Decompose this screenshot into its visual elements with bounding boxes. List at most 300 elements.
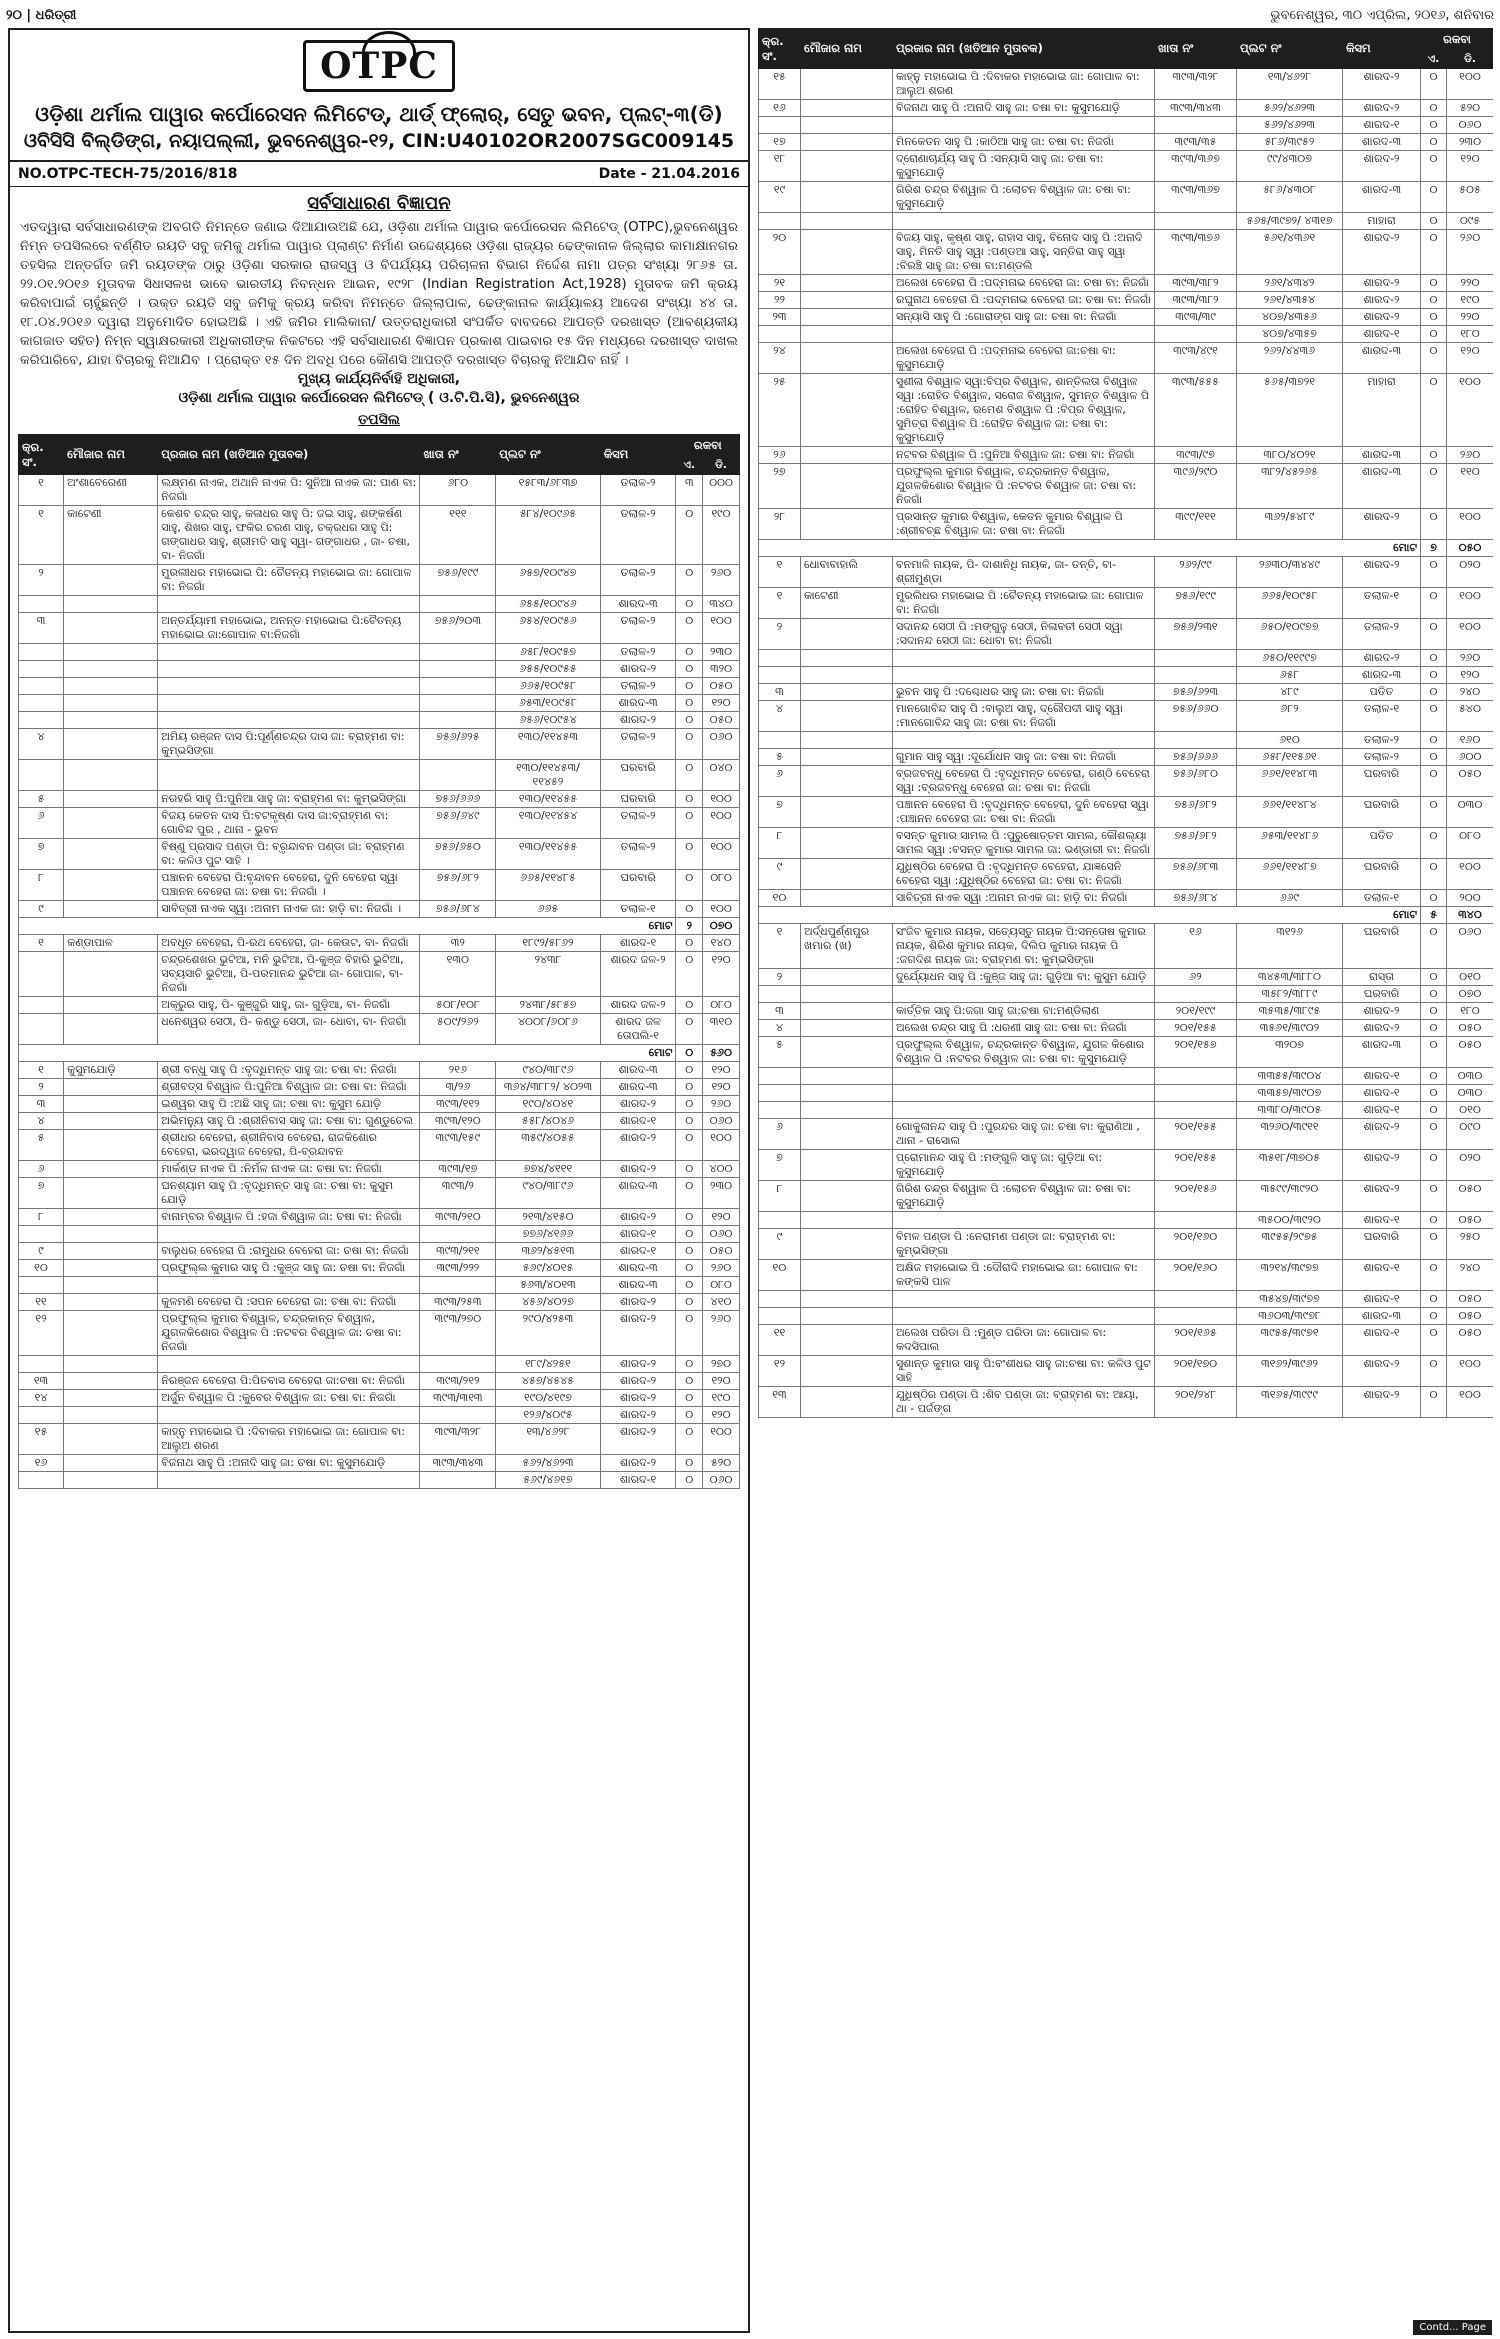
area-acre-cell: ୦: [1421, 1119, 1447, 1150]
serial-cell: ୫: [759, 1037, 801, 1068]
mouza-cell: [801, 1150, 893, 1181]
serial-cell: ୧୨: [19, 1311, 64, 1356]
kisam-cell: ଘରବାରି: [600, 760, 676, 791]
table-row: [759, 1003, 1494, 1020]
owner-cell: ପ୍ରସାନ୍ତ କୁମାର ବିଶ୍ୱାଳ, କେତନ କୁମାର ବିଶ୍ୱାଳ ପି :ଶ୍ରୀବଚ୍ଛ ବିଶ୍ୱାଳ ଜା: ଚଷା ବା: ନିଜଗାଁ: [893, 509, 1155, 540]
mouza-cell: [801, 1229, 893, 1260]
kisam-cell: ଶାରଦ-୩: [1343, 1308, 1421, 1325]
kisam-cell: ଶାରଦ-୧: [1343, 1102, 1421, 1119]
mouza-cell: [801, 1003, 893, 1020]
plot-cell: ୫୬୫/୩୭୨୧: [1237, 374, 1343, 447]
kisam-cell: ଘରବାରି: [600, 870, 676, 901]
plot-cell: ୬୫୦/୧୧୯୯୭: [1237, 650, 1343, 667]
area-acre-cell: ୦: [676, 870, 703, 901]
plot-cell: ୩୫୪୭/୩୯୭୭: [1237, 1291, 1343, 1308]
mouza-cell: [801, 1212, 893, 1229]
owner-cell: [893, 1102, 1155, 1119]
khata-cell: [1155, 1291, 1237, 1308]
table-row: [759, 275, 1494, 292]
owner-cell: ଯୁଧିଷ୍ଠିର ପଣ୍ଡା ପି :ଶିବ ପଣ୍ଡା ଜା: ବ୍ରାହ୍ମଣ ବା: ଆୟା, ଥା - ପର୍ଜଙ୍ଗ: [893, 1387, 1155, 1418]
mouza-cell: ଅର୍ଦ୍ଧପୁର୍ଣ୍ଣପୁର ଖମାର (ଖ): [801, 924, 893, 969]
serial-cell: [759, 1102, 801, 1119]
table-row: [19, 870, 740, 901]
mouza-cell: [801, 309, 893, 326]
area-acre-cell: ୦: [676, 1243, 703, 1260]
area-decimal-cell: ୦୩୦: [1447, 1068, 1494, 1085]
col-header-decimal: ଡି.: [703, 457, 740, 475]
area-decimal-cell: ୦୧୦: [1447, 969, 1494, 986]
kisam-cell: ଶାରଦ-୨: [1343, 557, 1421, 588]
area-acre-cell: ୦: [676, 1226, 703, 1243]
area-acre-cell: ୦: [676, 1113, 703, 1130]
owner-cell: ନଟବର ବିଶ୍ୱାଳ ପି :ପୁନିଆ ବିଶ୍ୱାଳ ଜା: ଚଷା ବା: ନିଜଗାଁ: [893, 447, 1155, 464]
area-decimal-cell: ୫୨୦: [1447, 100, 1494, 117]
area-acre-cell: ୦: [1421, 1356, 1447, 1387]
serial-cell: ୭: [759, 797, 801, 828]
area-decimal-cell: ୨୪୦: [1447, 684, 1494, 701]
plot-cell: ୬୧୦: [1237, 732, 1343, 749]
serial-cell: ୯: [19, 901, 64, 918]
area-decimal-cell: ୪୦୦: [703, 1161, 740, 1178]
khata-cell: ୭୫୬/୬୮୩: [1155, 859, 1237, 890]
serial-cell: [19, 644, 64, 661]
table-row: [19, 1356, 740, 1373]
area-decimal-cell: ୧୦୦: [703, 839, 740, 870]
area-acre-cell: ୦: [1421, 1068, 1447, 1085]
kisam-cell: ଶାରଦ-୨: [600, 1455, 676, 1472]
plot-cell: ୧୮୯/୪୨୫୧: [496, 1356, 600, 1373]
owner-cell: [158, 1356, 420, 1373]
area-decimal-cell: ୧୨୦: [703, 952, 740, 997]
serial-cell: ୮: [759, 828, 801, 859]
serial-cell: ୧୩: [759, 1387, 801, 1418]
kisam-cell: ଶାରଦ-୨: [600, 1209, 676, 1226]
area-decimal-cell: ୨୬୦: [1447, 230, 1494, 275]
area-acre-cell: ୦: [1421, 749, 1447, 766]
khata-cell: [1155, 1308, 1237, 1325]
owner-cell: ବିମଳ ପଣ୍ଡା ପି :ନେରାମଣ ପଣ୍ଡା ଜା: ବ୍ରାହ୍ମଣ ବା: କୁମ୍ଭସିଙ୍ଗା: [893, 1229, 1155, 1260]
kisam-cell: ଶାରଦ-୧: [1343, 1291, 1421, 1308]
plot-cell: ୬୫୮/୧୧୫୬୧: [1237, 749, 1343, 766]
kisam-cell: ଶାରଦ-୨: [600, 1424, 676, 1455]
area-decimal-cell: ୧୨୦: [1447, 667, 1494, 684]
table-row: [759, 1212, 1494, 1229]
area-acre-cell: ୦: [1421, 732, 1447, 749]
plot-cell: ୩୧୨୬: [1237, 924, 1343, 969]
area-acre-cell: ୦: [1421, 374, 1447, 447]
plot-cell: ୧୩୦/୧୧୪୫୪: [496, 808, 600, 839]
owner-cell: ଦୁର୍ଯ୍ୟୋଧନ ସାହୁ ପି :କୁଞ୍ଜ ସାହୁ ଜା: ଗୁଡ଼ିଆ ବା: କୁସୁମ ଯୋଡ଼ି: [893, 969, 1155, 986]
total-area-decimal: ୦୫୦: [1447, 540, 1494, 557]
owner-cell: ମାନଗୋବିନ୍ଦ ସାହୁ ପି :ବାଲୁଅ ସାହୁ, ଦ୍ରୌପଦୀ ସାହୁ ସ୍ୱା :ମାନଗୋବିନ୍ଦ ସାହୁ ଜା: ଚଷା ବା: ନିଜଗାଁ: [893, 701, 1155, 732]
logo-area: [10, 30, 748, 100]
table-row: [759, 326, 1494, 343]
mouza-cell: [801, 766, 893, 797]
kisam-cell: ଶାରଦ-୨: [1343, 1119, 1421, 1150]
mouza-cell: [801, 619, 893, 650]
page-label: ୨୦ | ଧରିତ୍ରୀ: [6, 7, 77, 23]
mouza-cell: [64, 997, 158, 1014]
owner-cell: ଗୋକୁଳାନନ୍ଦ ସାହୁ ପି :ପୁରନ୍ଦର ସାହୁ ଜା: ଚଷା ବା: କୁରାଣିଆ , ଥାନା - ରାସୋଲ: [893, 1119, 1155, 1150]
kisam-cell: ଶାରଦ-୩: [1343, 464, 1421, 509]
kisam-cell: ଶାରଦ-୨: [600, 1130, 676, 1161]
plot-cell: ୩୫୯/୪୦୫୫: [496, 1130, 600, 1161]
serial-cell: ୪: [759, 1020, 801, 1037]
total-area-acre: ୨: [676, 918, 703, 935]
khata-cell: [420, 644, 496, 661]
owner-cell: ଗିରିଶ ଚନ୍ଦ୍ର ବିଶ୍ୱାଳ ପି :ଲୋଚନ ବିଶ୍ୱାଳ ଜା: ଚଷା ବା: କୁସୁମଯୋଡ଼ି: [893, 182, 1155, 213]
owner-cell: ବିଷ୍ଣୁ ପ୍ରସାଦ ପଣ୍ଡା ପି: ବ୍ରୃନ୍ଦାବନ ପଣ୍ଡା ଜା: ବ୍ରାହ୍ମଣ ବା: କଳିଓ ପୁଟ ସାହି ।: [158, 839, 420, 870]
owner-cell: [893, 667, 1155, 684]
table-row: [759, 969, 1494, 986]
owner-cell: ପ୍ରଫୁଲ୍ଲ କୁମାର ବିଶ୍ୱାଳ, ଚନ୍ଦ୍ରକାନ୍ତ ବିଶ୍ୱାଳ, ଯୁଗଳକିଶୋର ବିଶ୍ୱାଳ ପି :ନଟବର ବିଶ୍ୱାଳ ଜା: ଚଷା ବା: ନିଜଗାଁ: [893, 464, 1155, 509]
kisam-cell: ଶାରଦ-୧: [1343, 1260, 1421, 1291]
serial-cell: ୩: [759, 684, 801, 701]
plot-cell: ୨୬୧/୪୩୫୪: [1237, 292, 1343, 309]
mouza-cell: [64, 1455, 158, 1472]
area-acre-cell: ୦: [676, 1294, 703, 1311]
table-row: [759, 182, 1494, 213]
kisam-cell: ଶାରଦ-୩: [1343, 1037, 1421, 1068]
serial-cell: ୧୨: [759, 1356, 801, 1387]
plot-cell: ୨୬୧/୪୩୪୨: [1237, 275, 1343, 292]
serial-cell: ୯: [19, 1243, 64, 1260]
kisam-cell: ଶାରଦ-୨: [600, 1294, 676, 1311]
table-row: [759, 766, 1494, 797]
table-row: [759, 1229, 1494, 1260]
area-acre-cell: ୦: [1421, 667, 1447, 684]
table-row: [759, 509, 1494, 540]
area-decimal-cell: ୧୦୦: [703, 613, 740, 644]
area-decimal-cell: ୨୨୦: [1447, 275, 1494, 292]
plot-cell: ୧୨୬/୪୦୯୫: [496, 1407, 600, 1424]
khata-cell: ୩୯୩/୩୨୮: [420, 1424, 496, 1455]
kisam-cell: ଶାରଦ-୧: [1343, 1068, 1421, 1085]
serial-cell: ୨୫: [759, 374, 801, 447]
plot-cell: ୩୪୫୩/୩୮୮୦: [1237, 969, 1343, 986]
owner-cell: ମିନକେତନ ସାହୁ ପି :କାଠିଆ ସାହୁ ଜା: ଚଷା ବା: ନିଜଗାଁ: [893, 134, 1155, 151]
khata-cell: ୨୦୧/୧୫୫: [1155, 1020, 1237, 1037]
area-acre-cell: ୦: [676, 760, 703, 791]
owner-cell: ନିରଞ୍ଜନ ବେହେରା ପି:ପିତବାସ ବେହେରା ଜା:ଚଷା ବା: ନିଜଗାଁ: [158, 1373, 420, 1390]
owner-cell: ଅମିୟ ରଞ୍ଜନ ଦାସ ପି:ପୂର୍ଣ୍ଣଚନ୍ଦ୍ର ଦାସ ଜା: ବ୍ରାହ୍ମଣ ବା: କୁମ୍ଭସିଙ୍ଗା: [158, 729, 420, 760]
owner-cell: ବସନ୍ତ କୁମାର ସାମଲ ପି :ପୁରୁଷୋତ୍ତମ ସାମଲ, କୌଶଲ୍ୟା ସାମଲ ସ୍ୱା :ବସନ୍ତ କୁମାର ସାମଲ ଜା: ଭଣ୍ଡାରୀ ବା: ନିଜଗାଁ: [893, 828, 1155, 859]
table-row: [759, 1068, 1494, 1085]
khata-cell: ୨୦୧/୧୫୭: [1155, 1037, 1237, 1068]
khata-cell: ୨୦୧/୧୬୫: [1155, 1325, 1237, 1356]
owner-cell: ବିଜୟ ସାହୁ, କୃଷ୍ଣ ସାହୁ, ରାହାସ ସାହୁ, ବିନୋଦ ସାହୁ ପି :ଅନାଦି ସାହୁ, ମିନତି ସାହୁ ସ୍ୱା :ପଣ୍ଡଆ ସାହୁ, ସନ୍ତିରା ସାହୁ ସ୍ୱା :ବିରଞ୍ଚି ସାହୁ ଜା: ଚଷା ବା:ମଣ୍ଡଲି: [893, 230, 1155, 275]
mouza-cell: କାଟେଣୀ: [64, 506, 158, 565]
area-acre-cell: ୦: [676, 1130, 703, 1161]
area-decimal-cell: ୧୦୦: [703, 901, 740, 918]
owner-cell: ଧନେଶ୍ୱର ସେଠୀ, ପି- କଣ୍ଡୁ ସେଠୀ, ଜା- ଧୋବା, ବା- ନିଜଗାଁ: [158, 1014, 420, 1045]
table-row: [19, 1455, 740, 1472]
serial-cell: [19, 1277, 64, 1294]
signer-title: ମୁଖ୍ୟ କାର୍ଯ୍ୟନିର୍ବାହି ଅଧିକାରୀ,: [297, 371, 461, 387]
serial-cell: [19, 596, 64, 613]
area-acre-cell: ୦: [1421, 588, 1447, 619]
kisam-cell: ମାହାରା: [1343, 374, 1421, 447]
table-row: [759, 309, 1494, 326]
plot-cell: ୩୫୬୧/୩୯୦୨: [1237, 1020, 1343, 1037]
mouza-cell: [64, 1472, 158, 1489]
plot-cell: ୯୯/୪୩୦୭: [1237, 151, 1343, 182]
owner-cell: ସନ୍ୟାସି ସାହୁ ପି :ଗୋରାଙ୍ଗ ସାହୁ ଜା: ଚଷା ବା: ନିଜଗାଁ: [893, 309, 1155, 326]
plot-cell: ୨୧୩/୪୧୫୦: [496, 1209, 600, 1226]
serial-cell: [759, 1068, 801, 1085]
table-row: [759, 732, 1494, 749]
serial-cell: ୮: [19, 870, 64, 901]
owner-cell: [893, 1068, 1155, 1085]
khata-cell: ୫୦୯/୨୬୨: [420, 1014, 496, 1045]
table-row: [19, 997, 740, 1014]
area-acre-cell: ୦: [1421, 766, 1447, 797]
area-decimal-cell: ୫୪୦: [1447, 701, 1494, 732]
table-row: [759, 100, 1494, 117]
area-acre-cell: ୦: [676, 1455, 703, 1472]
khata-cell: ୩୯୩/୧୫୯: [420, 1130, 496, 1161]
plot-cell: ୫୬୯/୪୬୧୭: [496, 1472, 600, 1489]
area-decimal-cell: ୧୪୦: [703, 935, 740, 952]
area-decimal-cell: ୫୨୦: [703, 1455, 740, 1472]
table-row: [759, 374, 1494, 447]
company-name: ଓଡ଼ିଶା ଥର୍ମାଲ ପାୱାର କର୍ପୋରେସନ ଲିମିଟେଡ୍, ଥାର୍ଡ୍ ଫ୍ଲୋର୍, ସେତୁ ଭବନ, ପ୍ଲଟ୍-୩(ଡି): [35, 102, 723, 126]
owner-cell: ବିଜୟ କେତନ ଦାସ ପି:ବଟକୃଷ୍ଣ ଦାସ ଜା:ବ୍ରାହ୍ମଣ ବା: ଗୋବିନ୍ଦ ପୁର , ଥାନା - ଭୁବନ: [158, 808, 420, 839]
area-acre-cell: ୦: [676, 1407, 703, 1424]
area-acre-cell: ୦: [1421, 1325, 1447, 1356]
mouza-cell: [801, 374, 893, 447]
table-row: [19, 1243, 740, 1260]
kisam-cell: ଶାରଦ ଜଳ-୨: [600, 997, 676, 1014]
serial-cell: [19, 760, 64, 791]
plot-cell: ୪୫୭/୪୫୪୫: [496, 1373, 600, 1390]
kisam-cell: ଶାରଦ-୩: [600, 1178, 676, 1209]
area-acre-cell: ୦: [676, 712, 703, 729]
area-acre-cell: ୦: [1421, 619, 1447, 650]
notice-date: Date - 21.04.2016: [598, 166, 740, 182]
area-acre-cell: ୦: [1421, 684, 1447, 701]
mouza-cell: [801, 797, 893, 828]
plot-cell: ୨୪୩୮/୫୮୫୭: [496, 997, 600, 1014]
area-decimal-cell: ୧୨୦: [703, 1209, 740, 1226]
col-header-decimal: ଡି.: [1447, 51, 1494, 69]
kisam-cell: ଶାରଦ-୨: [1343, 309, 1421, 326]
area-acre-cell: ୦: [1421, 1229, 1447, 1260]
serial-cell: ୬: [19, 1161, 64, 1178]
table-row: [19, 678, 740, 695]
area-decimal-cell: ୧୦୦: [703, 1130, 740, 1161]
khata-cell: ୭୫୬/୬୮୪: [420, 901, 496, 918]
kisam-cell: ଶାରଦ-୨: [1343, 100, 1421, 117]
table-row: [19, 791, 740, 808]
plot-cell: ୫୬୨/୪୬୨୩: [1237, 117, 1343, 134]
area-acre-cell: ୦: [1421, 151, 1447, 182]
khata-cell: [1155, 732, 1237, 749]
mouza-cell: [64, 952, 158, 997]
area-acre-cell: ୦: [1421, 309, 1447, 326]
area-decimal-cell: ୩୨୦: [703, 661, 740, 678]
mouza-cell: [64, 1113, 158, 1130]
kisam-cell: ତଲାଳ-୨: [600, 808, 676, 839]
kisam-cell: ଶାରଦ-୩: [1343, 667, 1421, 684]
owner-cell: [893, 1291, 1155, 1308]
serial-cell: ୧୯: [759, 182, 801, 213]
area-decimal-cell: ୨୬୦: [703, 1311, 740, 1356]
owner-cell: ମୁରଲିଧର ମହାଭୋଇ ପି :ଚୈତନ୍ୟ ମହାଭୋଇ ଜା: ଗୋପାଳ ବା: ନିଜଗାଁ: [893, 588, 1155, 619]
plot-cell: ୨୬୩୦/୩୪୪୯: [1237, 557, 1343, 588]
serial-cell: ୨: [759, 619, 801, 650]
mouza-cell: କାଟେଣୀ: [801, 588, 893, 619]
plot-cell: ୧୮୯୨/୫୮୬୨: [496, 935, 600, 952]
mouza-cell: [64, 1424, 158, 1455]
table-row: [759, 1181, 1494, 1212]
serial-cell: [759, 213, 801, 230]
khata-cell: ୨୦୧/୨୪୮: [1155, 1387, 1237, 1418]
khata-cell: ୭୫୬/୧୯୯: [420, 565, 496, 596]
serial-cell: ୨: [19, 565, 64, 596]
table-row: [19, 839, 740, 870]
area-decimal-cell: ୧୦୦: [703, 1424, 740, 1455]
mouza-cell: [64, 1373, 158, 1390]
owner-cell: ବ୍ରଜବନ୍ଧୁ ବେହେରା ପି :ବୃଦ୍ଧିମନ୍ତ ବେହେରା, ଗଣ୍ଠି ବେହେରା ସ୍ୱା :ବ୍ରଜବନ୍ଧୁ ବେହେରା ଜା: ଚଷା ବା: ନିଜଗାଁ: [893, 766, 1155, 797]
area-acre-cell: ୦: [1421, 1037, 1447, 1068]
plot-cell: ୧୯୦/୪୦୪୧: [496, 1096, 600, 1113]
plot-cell: ୩୨୧୪/୩୯୭୭: [1237, 1260, 1343, 1291]
plot-cell: ୬୬୫/୧୦୯୫୮: [1237, 588, 1343, 619]
area-decimal-cell: ୦୫୦: [1447, 1308, 1494, 1325]
owner-cell: କାହ୍ନୁ ମହାଭୋଇ ପି :ଦିବାକର ମହାଭୋଇ ଜା: ଗୋପାଳ ବା: ଆଲୁଅ ଶରଣ: [158, 1424, 420, 1455]
area-decimal-cell: ୬୦୦: [1447, 749, 1494, 766]
table-row: [759, 1020, 1494, 1037]
mouza-cell: [64, 596, 158, 613]
plot-cell: ୫୮୬/୩୯୫୨: [1237, 134, 1343, 151]
mouza-cell: [801, 986, 893, 1003]
owner-cell: ଅଲେଖ ବେହେରା ପି :ପଦ୍ମନାଭ ବେହେରା ଜା: ଚଷା ବା: ନିଜଗାଁ: [893, 275, 1155, 292]
total-row: [759, 540, 1494, 557]
area-decimal-cell: ୧୦୦: [1447, 1356, 1494, 1387]
owner-cell: ପଞ୍ଚାନନ ବେହେରା ପି:ବୃନ୍ଦାବନ ବେହେରା, ଦୁନି ବେହେରା ସ୍ୱା ପଞ୍ଚାନନ ବେହେରା ଜା: ଚଷା ବା: ନିଜଗାଁ ।: [158, 870, 420, 901]
mouza-cell: [801, 1308, 893, 1325]
area-decimal-cell: ୦୫୦: [1447, 766, 1494, 797]
area-decimal-cell: ୦୩୦: [1447, 1085, 1494, 1102]
area-acre-cell: ୦: [676, 678, 703, 695]
owner-cell: କୁଳମଣି ବେହେରା ପି :ସପନ ବେହେରା ଜା: ଚଷା ବା: ନିଜଗାଁ: [158, 1294, 420, 1311]
notice-body: ଏତଦ୍ୱାରା ସର୍ବସାଧାରଣଙ୍କ ଅବଗତି ନିମନ୍ତେ ଜଣାଇ ଦିଆଯାଉଅଛି ଯେ, ଓଡ଼ିଶା ଥର୍ମାଲ ପାୱାର କର୍ପୋରେସନ ଲିମିଟେଡ୍ (OTPC),ଭୁବନେଶ୍ୱର ନିମ୍ନ ତପସିଲରେ ବର୍ଣ୍ଣିତ ରୟତି ସବୁ ଜମିକୁ ଥର୍ମାଲ ପାୱାର ପ୍ଲାଣ୍ଟ ନିର୍ମାଣ ଉଦ୍ଦେଶ୍ୟରେ ଓଡ଼ିଶା ରାଜ୍ୟର ଢେଙ୍କାନାଳ ଜିଲ୍ଲାର କାମାକ୍ଷାନଗର ତହସିଲ ଅନ୍ତର୍ଗତ ଜମି ରୟତଙ୍କ ଠାରୁ ଓଡ଼ିଶା ସରକାର ରାଜସ୍ୱ ଓ ବିପର୍ଯ୍ୟୟ ପରିଚାଳନା ବିଭାଗ ନିର୍ଦ୍ଦେଶ ନାମା ପତ୍ର ସଂଖ୍ୟା ୨୮୬୫ ତା. ୨୨.୦୧.୨୦୧୬ ମୁତାବକ ସିଧାସଳଖ ଭାବେ ଭାରତୀୟ ନିବନ୍ଧନ ଆଇନ, ୧୯୨୮ (Indian Registration Act,1928) ମୁତାବକ ଜମି କ୍ରୟ କରିବାପାଇଁ ଚାହୁଁଛନ୍ତି । ଉକ୍ତ ରୟତି ସବୁ ଜମିକୁ କ୍ରୟ କରିବା ନିମନ୍ତେ ଜିଲ୍ଲାପାଳ, ଢେଙ୍କାନାଳ କାର୍ଯ୍ୟାଳୟ ଆଦେଶ ସଂଖ୍ୟା ୪୪ ତା. ୧୮.୦୪.୨୦୧୬ ଦ୍ୱାରା ଅନୁମୋଦିତ ହୋଇଅଛି । ଏହି ଜମିର ମାଲିକାନା/ ଉତ୍ତରାଧିକାରୀ ସଂପର୍କିତ ବାବଦରେ ଆପତ୍ତି ଦରଖାସ୍ତ (ଆବଶ୍ୟକୀୟ କାଗଜାତ ସହିତ) ନିମ୍ନ ସ୍ୱାକ୍ଷରକାରୀ ଅଧିକାରୀଙ୍କ ନିକଟରେ ଏହି ସର୍ବସାଧାରଣ ବିଜ୍ଞାପନ ପ୍ରକାଶ ପାଇବାର ୧୫ ଦିନ ମଧ୍ୟରେ ଦରଖାସ୍ତ ଦାଖଲ କରିପାରିବେ, ଯାହା ବିଚାରକୁ ନିଆଯିବ । ପ୍ରୋକ୍ତ ୧୫ ଦିନ ଅବଧି ପରେ କୌଣସି ଆପତ୍ତି ଦରଖାସ୍ତ ବିଚାରକୁ ନିଆଯିବ ନାହିଁ ।: [20, 220, 738, 368]
mouza-cell: [64, 613, 158, 644]
area-decimal-cell: ୧୦୦: [1447, 619, 1494, 650]
mouza-cell: [801, 828, 893, 859]
khata-cell: ୩୯୩/୩୭୬: [1155, 230, 1237, 275]
serial-cell: [19, 1014, 64, 1045]
mouza-cell: [801, 1260, 893, 1291]
khata-cell: ୭୫୬/୨୩୧: [1155, 619, 1237, 650]
table-row: [759, 292, 1494, 309]
khata-cell: ୩୯୩/୪୯୧: [1155, 343, 1237, 374]
plot-cell: ୬୫୫/୧୦୯୫୫: [496, 661, 600, 678]
khata-cell: ୧୧୧: [420, 506, 496, 565]
kisam-cell: ତଲାଳ-୨: [600, 613, 676, 644]
area-acre-cell: ୦: [676, 1178, 703, 1209]
kisam-cell: ତଲାଳ-୨: [1343, 749, 1421, 766]
area-acre-cell: ୦: [676, 1373, 703, 1390]
area-decimal-cell: ୨୩୦: [703, 644, 740, 661]
owner-cell: [158, 1226, 420, 1243]
table-row: [759, 924, 1494, 969]
khata-cell: [1155, 1212, 1237, 1229]
khata-cell: [1155, 1068, 1237, 1085]
plot-cell: ୬୫୫/୧୦୯୪୬: [496, 596, 600, 613]
kisam-cell: ମାହାରା: [1343, 213, 1421, 230]
serial-cell: ୧୩: [19, 1373, 64, 1390]
khata-cell: [420, 661, 496, 678]
masthead: [6, 4, 1494, 26]
khata-cell: ୭୫୬/୬୬୦: [1155, 701, 1237, 732]
kisam-cell: ଶାରଦ-୨: [1343, 1181, 1421, 1212]
owner-cell: ରଘୁନାଥ ବେହେରା ପି :ପଦ୍ମନାଭ ବେହେରା ଜା: ଚଷା ବା: ନିଜଗାଁ: [893, 292, 1155, 309]
kisam-cell: ଘରବାରି: [1343, 797, 1421, 828]
serial-cell: ୩: [19, 613, 64, 644]
kisam-cell: ଶାରଦ-୨: [1343, 230, 1421, 275]
area-decimal-cell: ୦୩୦: [1447, 797, 1494, 828]
kisam-cell: ଘରବାରି: [1343, 1229, 1421, 1260]
kisam-cell: ଶାରଦ-୧: [600, 1243, 676, 1260]
khata-cell: ୩୯୩/୧୭: [420, 1161, 496, 1178]
owner-cell: ଅଭିମନ୍ୟୁ ସାହୁ ପି :ଶ୍ରୀନିବାସ ସାହୁ ଜା: ଚଷା ବା: ଗୁଣ୍ଡୁଚେଲ: [158, 1113, 420, 1130]
khata-cell: [420, 1356, 496, 1373]
owner-cell: [158, 644, 420, 661]
table-row: [759, 1119, 1494, 1150]
khata-cell: [1155, 326, 1237, 343]
kisam-cell: ଶାରଦ-୧: [600, 1472, 676, 1489]
mouza-cell: [801, 230, 893, 275]
kisam-cell: ଶାରଦ-୩: [600, 1260, 676, 1277]
col-header-mouza: ମୌଜାର ନାମ: [64, 435, 158, 475]
owner-cell: ଗୁମାନ ସାହୁ ସ୍ୱା :ଦୂର୍ଯୋଧନ ସାହୁ ଜା: ଚଷା ବା: ନିଜଗାଁ: [893, 749, 1155, 766]
plot-cell: ୩୬୪/୩୮୮୨/ ୪୦୨୩: [496, 1079, 600, 1096]
owner-cell: ମୁରଲୀଧର ମହାଭୋଇ ପି: ଚୈତନ୍ୟ ମହାଭୋଇ ଜା: ଗୋପାଳ ବା: ନିଜଗାଁ: [158, 565, 420, 596]
area-decimal-cell: ୧୯୦: [703, 1390, 740, 1407]
khata-cell: [420, 1226, 496, 1243]
owner-cell: ପ୍ରଫୁଲ୍ଲ କୁମାର ବିଶ୍ୱାଳ, ଚନ୍ଦ୍ରକାନ୍ତ ବିଶ୍ୱାଳ, ଯୁଗଳକିଶୋର ବିଶ୍ୱାଳ ପି :ନଟବର ବିଶ୍ୱାଳ ଜା: ଚଷା ବା: ନିଜଗାଁ: [158, 1311, 420, 1356]
area-acre-cell: ୦: [1421, 1003, 1447, 1020]
mouza-cell: [801, 749, 893, 766]
mouza-cell: [801, 343, 893, 374]
continued-label: Contd... Page: [1413, 2320, 1492, 2335]
serial-cell: ୧୬: [19, 1455, 64, 1472]
table-row: [19, 1130, 740, 1161]
area-acre-cell: ୦: [1421, 859, 1447, 890]
serial-cell: ୨୩: [759, 309, 801, 326]
area-decimal-cell: ୦୪୦: [703, 760, 740, 791]
area-decimal-cell: ୦୫୦: [703, 1243, 740, 1260]
plot-cell: ୬୫୬/୧୦୯୫୪: [496, 712, 600, 729]
serial-cell: ୧୧: [759, 1325, 801, 1356]
mouza-cell: କୁସୁମଯୋଡ଼ି: [64, 1062, 158, 1079]
kisam-cell: ଶାରଦ-୨: [600, 1096, 676, 1113]
table-row: [19, 475, 740, 506]
mouza-cell: [64, 1260, 158, 1277]
owner-cell: ଯୁଧିଷ୍ଠିର ବେହେରା ପି :ବୃଦ୍ଧିମନ୍ତ ବେହେରା, ଯାଜ୍ଞସେନି ବେହେରା ସ୍ୱା :ଯୁଧିଷ୍ଠିର ବେହେରା ଜା: ଚଷା ବା: ନିଜଗାଁ: [893, 859, 1155, 890]
mouza-cell: [801, 890, 893, 907]
area-decimal-cell: ୧୦୦: [1447, 509, 1494, 540]
total-row: [759, 907, 1494, 924]
table-row: [759, 447, 1494, 464]
serial-cell: [19, 1356, 64, 1373]
kisam-cell: ଶାରଦ-୨: [600, 1311, 676, 1356]
area-acre-cell: ୦: [1421, 1291, 1447, 1308]
khata-cell: ୨୦୧/୧୫୬: [1155, 1181, 1237, 1212]
table-row: [19, 596, 740, 613]
